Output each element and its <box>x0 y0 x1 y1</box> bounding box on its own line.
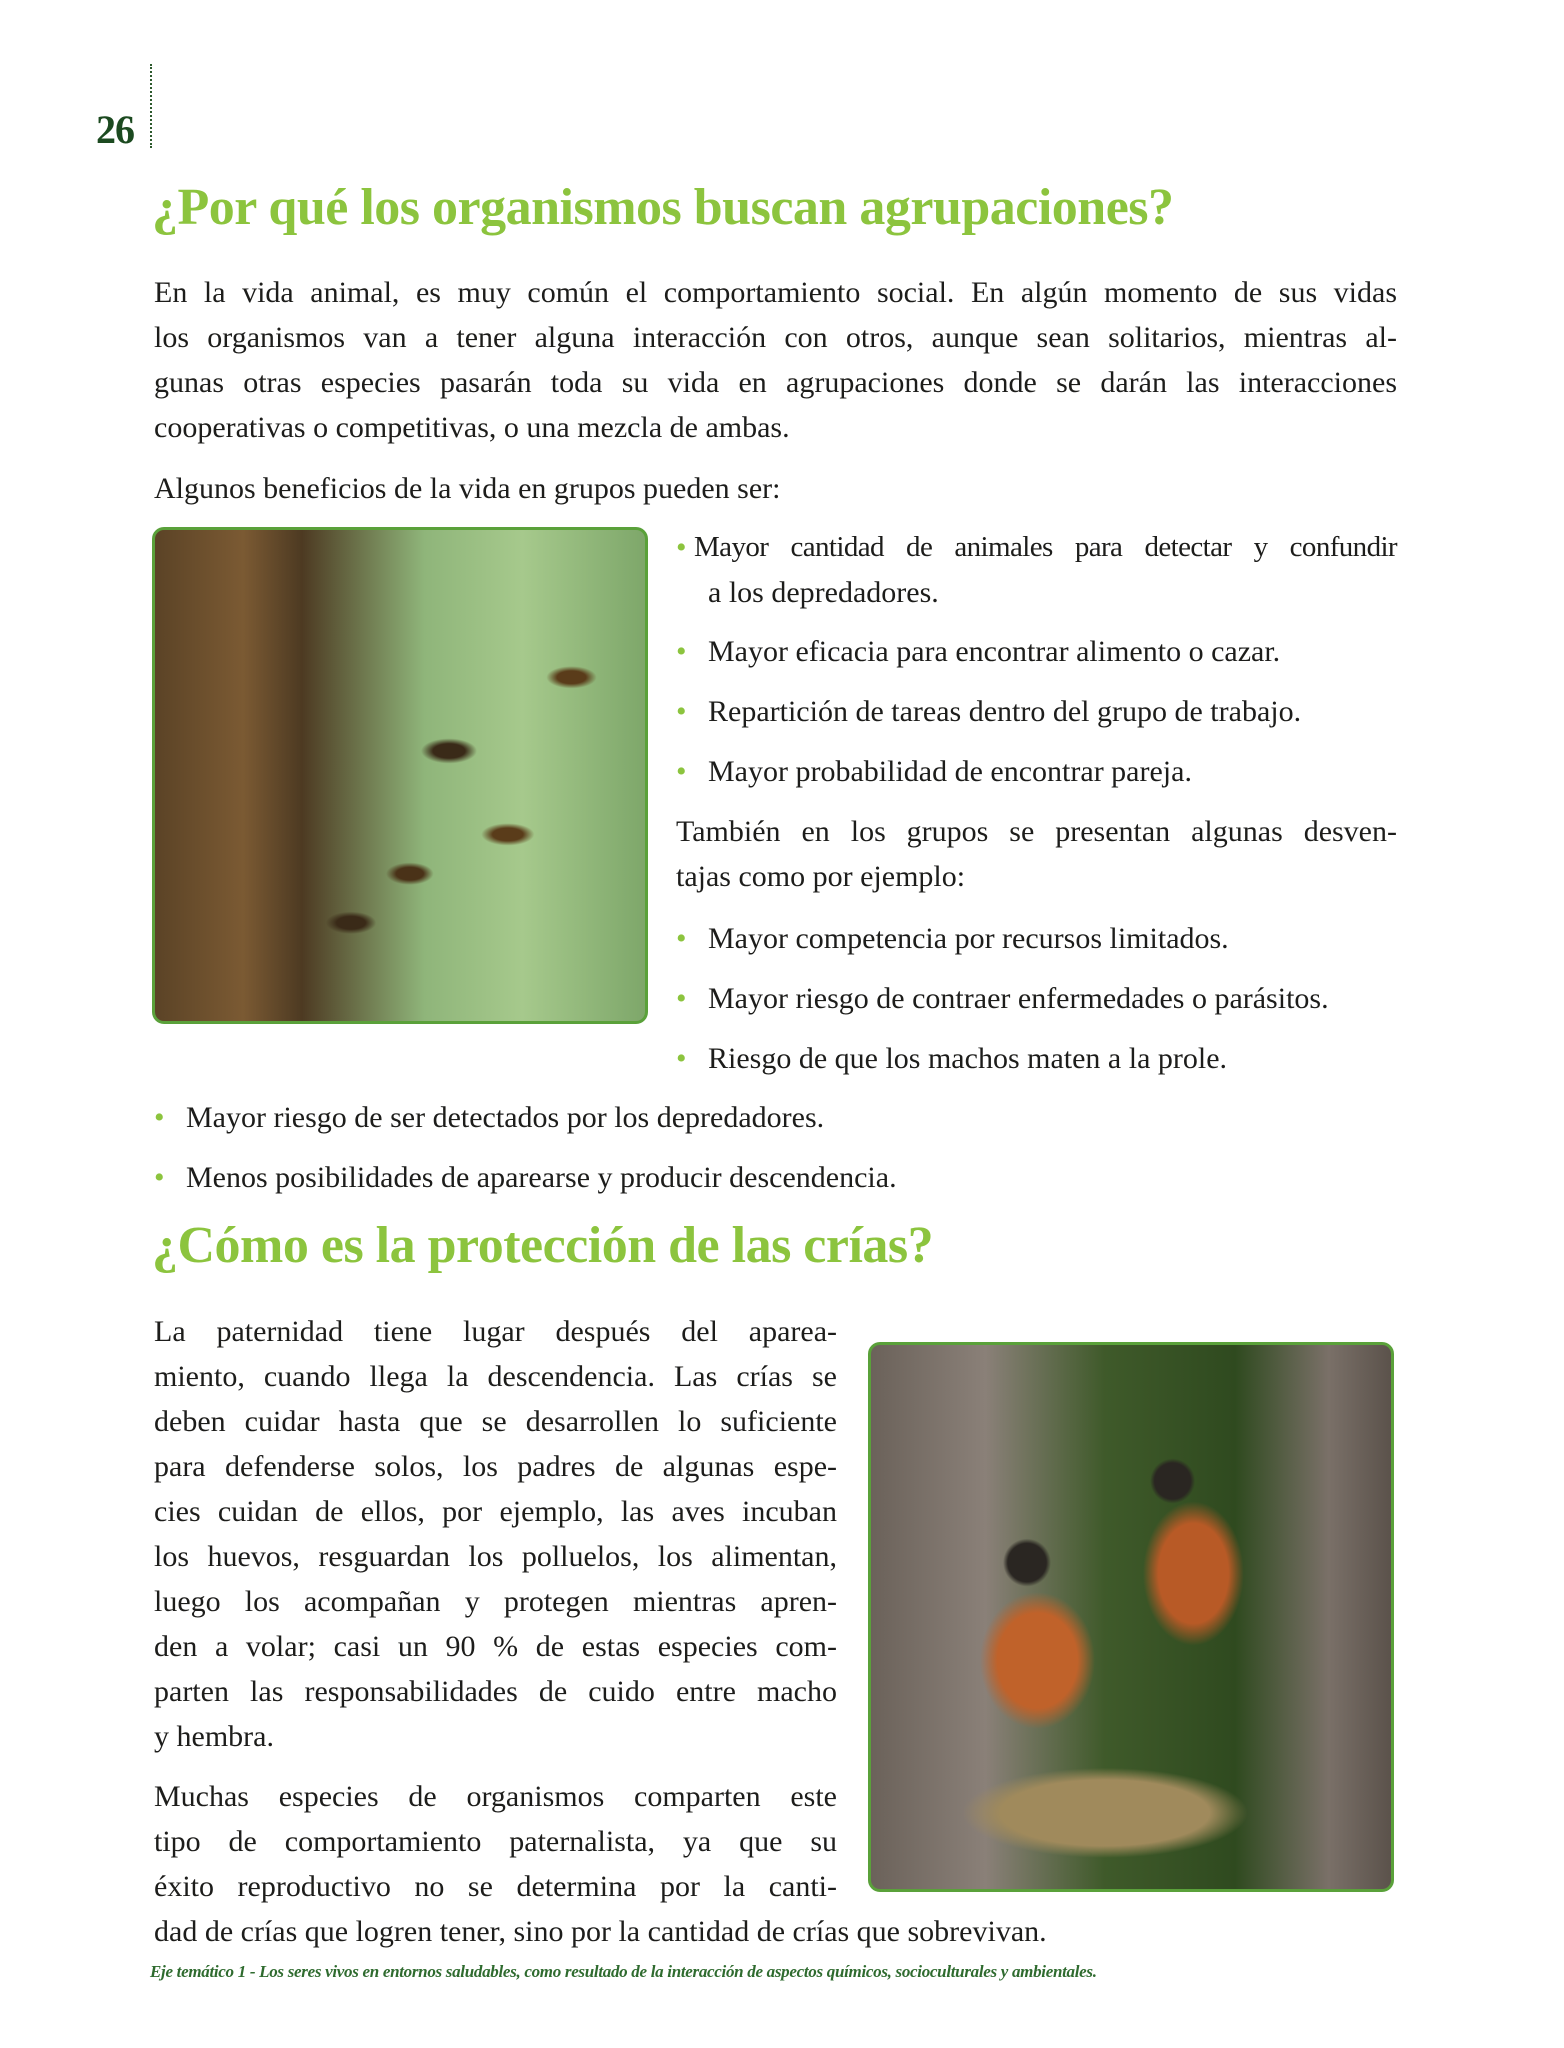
offspring-paragraph-1 <box>154 1309 837 1759</box>
offspring-paragraph-2 <box>154 1774 1047 1954</box>
benefit-item-continuation: a los depredadores. <box>708 576 939 609</box>
page-number: 26 <box>96 107 134 152</box>
robins-nest-photo <box>868 1342 1394 1892</box>
bees-swarm-photo <box>152 527 648 1024</box>
text-line: éxito reproductivo no se determina por la canti- <box>154 1870 837 1903</box>
disadvantage-item: • Riesgo de que los machos maten a la prole. <box>676 1036 1397 1081</box>
text-line: dad de crías que logren tener, sino por la cantidad de crías que sobrevivan. <box>154 1915 1047 1948</box>
text-line: También en los grupos se presentan algunas desven- <box>676 815 1397 848</box>
text-line: tajas como por ejemplo: <box>676 860 966 893</box>
text-line: tipo de comportamiento paternalista, ya que su <box>154 1825 837 1858</box>
section-title-offspring: ¿Cómo es la protección de las crías? <box>152 1217 934 1274</box>
text-line: La paternidad tiene lugar después del aparea- <box>154 1315 837 1348</box>
benefits-intro: Algunos beneficios de la vida en grupos pueden ser: <box>154 472 781 505</box>
benefits-list <box>676 525 1397 1081</box>
text-line: En la vida animal, es muy común el comportamiento social. En algún momento de sus vidas <box>154 276 1397 309</box>
section-title-groups: ¿Por qué los organismos buscan agrupaciones? <box>152 179 1174 236</box>
text-line: los huevos, resguardan los polluelos, los alimentan, <box>154 1540 837 1573</box>
text-line: Muchas especies de organismos comparten este <box>154 1780 837 1813</box>
page-footer: Eje temático 1 - Los seres vivos en entornos saludables, como resultado de la interacción de aspectos químicos, socioculturales y ambientales. <box>150 1962 1097 1981</box>
text-line: y hembra. <box>154 1720 274 1753</box>
text-line: parten las responsabilidades de cuido entre macho <box>154 1675 837 1708</box>
disadvantage-item: • Mayor riesgo de contraer enfermedades o parásitos. <box>676 976 1397 1021</box>
text-line: cooperativas o competitivas, o una mezcla de ambas. <box>154 411 790 444</box>
text-line: miento, cuando llega la descendencia. Las crías se <box>154 1360 837 1393</box>
benefit-item: • Mayor probabilidad de encontrar pareja. <box>676 749 1397 794</box>
text-line: los organismos van a tener alguna interacción con otros, aunque sean solitarios, mientras al- <box>154 321 1397 354</box>
text-line: luego los acompañan y protegen mientras apren- <box>154 1585 837 1618</box>
benefit-item: • Mayor eficacia para encontrar alimento o cazar. <box>676 629 1397 674</box>
text-line: cies cuidan de ellos, por ejemplo, las aves incuban <box>154 1495 837 1528</box>
intro-paragraph <box>154 270 1397 450</box>
text-line: para defenderse solos, los padres de algunas espe- <box>154 1450 837 1483</box>
text-line: gunas otras especies pasarán toda su vida en agrupaciones donde se darán las interacciones <box>154 366 1397 399</box>
disadvantage-item: • Menos posibilidades de aparearse y producir descendencia. <box>154 1155 1397 1200</box>
page-number-divider <box>150 64 152 148</box>
disadvantages-list-continued <box>154 1095 1397 1200</box>
disadvantages-intro <box>676 809 1397 899</box>
text-line: deben cuidar hasta que se desarrollen lo suficiente <box>154 1405 837 1438</box>
text-line: den a volar; casi un 90 % de estas especies com- <box>154 1630 837 1663</box>
benefit-item: • Repartición de tareas dentro del grupo de trabajo. <box>676 689 1397 734</box>
disadvantage-item: • Mayor riesgo de ser detectados por los depredadores. <box>154 1095 1397 1140</box>
disadvantage-item: • Mayor competencia por recursos limitados. <box>676 916 1397 961</box>
benefit-item: • Mayor cantidad de animales para detectar y confundir <box>676 525 1397 570</box>
